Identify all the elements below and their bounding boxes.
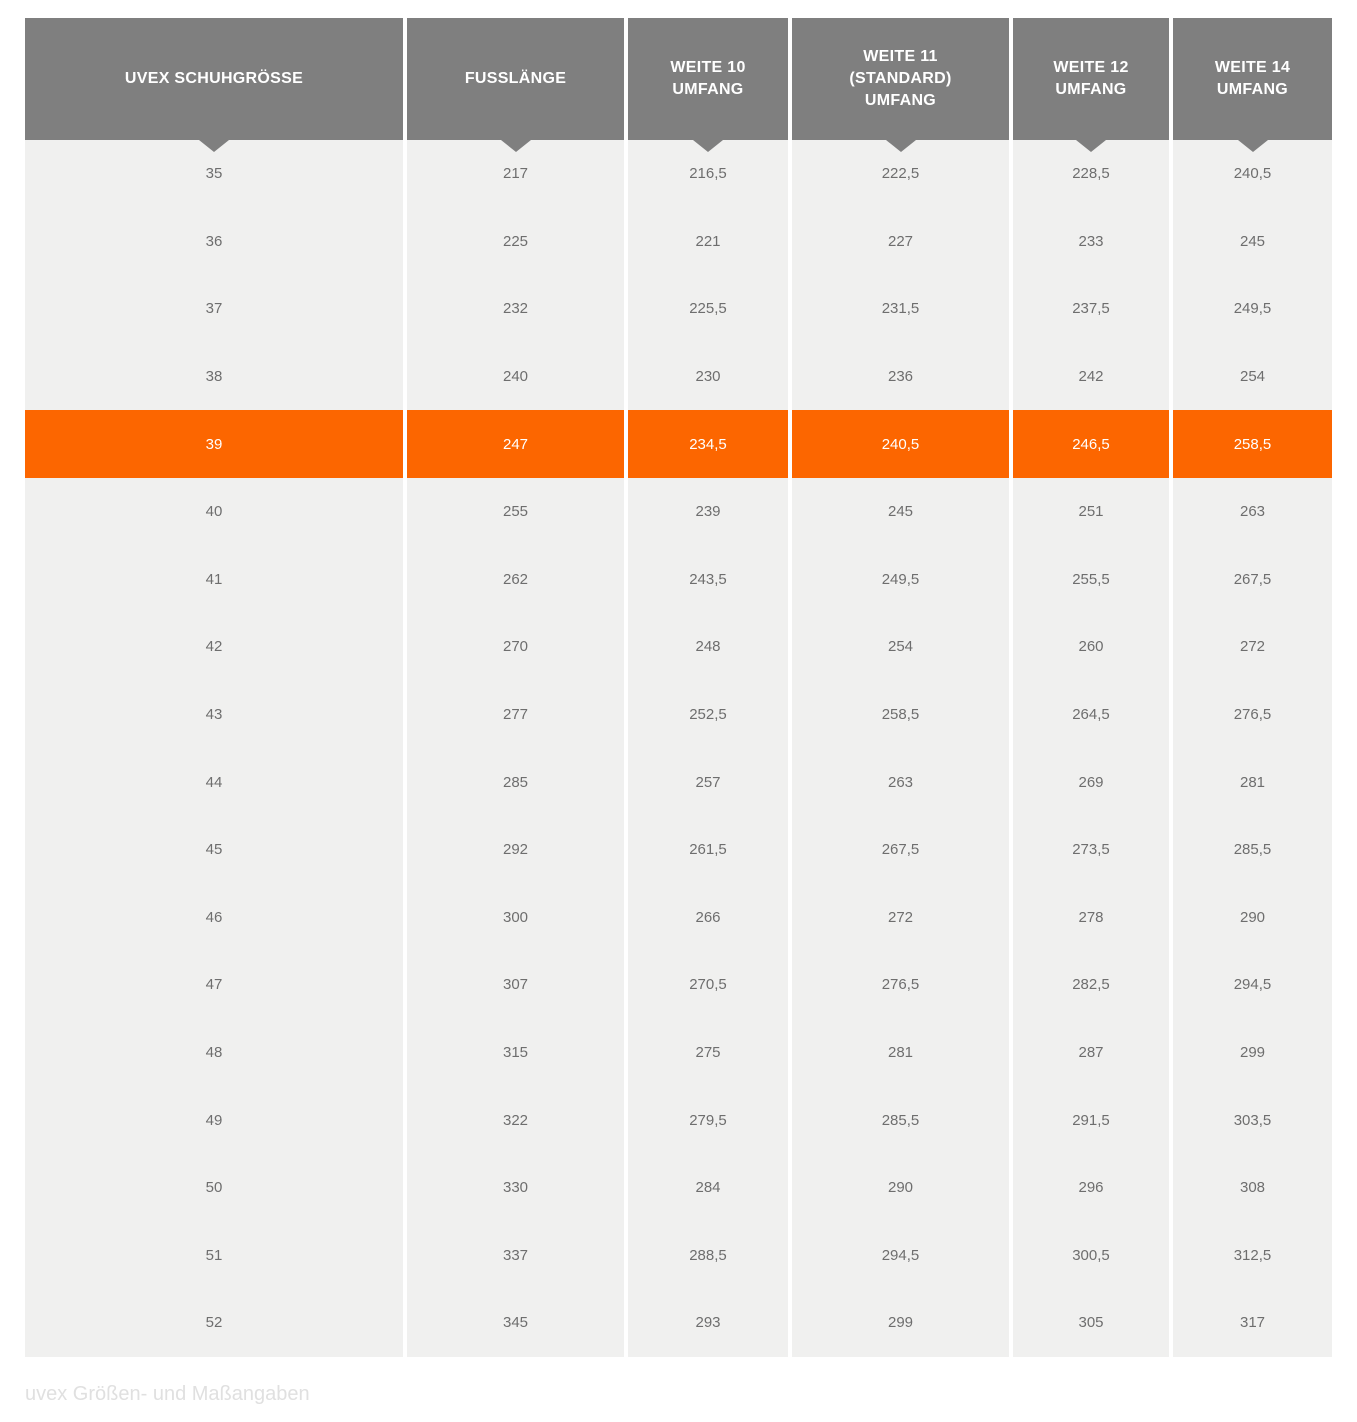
table-cell: 255,5 (1013, 546, 1169, 614)
column-header-label: UMFANG (864, 92, 937, 109)
column-header (407, 18, 624, 140)
column-header-label: FUSSLÄNGE (464, 70, 567, 87)
table-cell: 50 (25, 1154, 403, 1222)
table-cell: 42 (25, 613, 403, 681)
table-cell: 47 (25, 951, 403, 1019)
table-cell: 279,5 (628, 1086, 788, 1154)
table-cell: 239 (628, 478, 788, 546)
table-row[interactable] (25, 546, 1332, 614)
column-header-label: WEITE 11 (863, 48, 938, 65)
table-cell: 249,5 (792, 546, 1009, 614)
table-cell: 221 (628, 208, 788, 276)
table-row[interactable] (25, 208, 1332, 276)
table-row[interactable] (25, 1154, 1332, 1222)
table-cell: 290 (1173, 884, 1332, 952)
table-cell: 48 (25, 1019, 403, 1087)
table-cell: 51 (25, 1222, 403, 1290)
table-caption: uvex Größen- und Maßangaben (25, 1382, 310, 1405)
size-table (25, 18, 1332, 1357)
table-cell: 284 (628, 1154, 788, 1222)
column-header-label: UMFANG (1055, 81, 1127, 98)
table-cell: 276,5 (1173, 681, 1332, 749)
table-cell: 294,5 (792, 1222, 1009, 1290)
table-cell: 290 (792, 1154, 1009, 1222)
table-cell: 267,5 (792, 816, 1009, 884)
table-cell: 255 (407, 478, 624, 546)
table-cell: 230 (628, 343, 788, 411)
table-cell: 240,5 (1173, 140, 1332, 208)
table-cell: 237,5 (1013, 275, 1169, 343)
table-cell: 308 (1173, 1154, 1332, 1222)
column-header-label: WEITE 12 (1053, 59, 1129, 76)
table-row[interactable] (25, 1289, 1332, 1357)
table-cell: 292 (407, 816, 624, 884)
table-cell: 35 (25, 140, 403, 208)
table-cell: 41 (25, 546, 403, 614)
table-cell: 282,5 (1013, 951, 1169, 1019)
table-cell: 231,5 (792, 275, 1009, 343)
column-header (25, 18, 403, 140)
table-row[interactable] (25, 748, 1332, 816)
table-row[interactable] (25, 478, 1332, 546)
table-cell: 246,5 (1013, 410, 1169, 478)
table-cell: 272 (1173, 613, 1332, 681)
pointer-down-icon (886, 140, 916, 152)
table-cell: 266 (628, 884, 788, 952)
table-cell: 270,5 (628, 951, 788, 1019)
column-header-label: WEITE 10 (670, 59, 746, 76)
table-cell: 263 (792, 748, 1009, 816)
table-cell: 217 (407, 140, 624, 208)
table-cell: 300,5 (1013, 1222, 1169, 1290)
table-cell: 270 (407, 613, 624, 681)
table-cell: 317 (1173, 1289, 1332, 1357)
table-cell: 263 (1173, 478, 1332, 546)
table-cell: 225,5 (628, 275, 788, 343)
table-row[interactable] (25, 681, 1332, 749)
table-cell: 252,5 (628, 681, 788, 749)
table-cell: 281 (1173, 748, 1332, 816)
table-cell: 285 (407, 748, 624, 816)
table-cell: 293 (628, 1289, 788, 1357)
table-row[interactable] (25, 884, 1332, 952)
column-header-label: UVEX SCHUHGRÖSSE (124, 70, 304, 87)
table-cell: 242 (1013, 343, 1169, 411)
table-cell: 267,5 (1173, 546, 1332, 614)
table-cell: 234,5 (628, 410, 788, 478)
table-cell: 322 (407, 1086, 624, 1154)
table-header (25, 18, 1332, 140)
table-cell: 254 (1173, 343, 1332, 411)
table-cell: 227 (792, 208, 1009, 276)
table-cell: 247 (407, 410, 624, 478)
table-cell: 303,5 (1173, 1086, 1332, 1154)
table-row[interactable] (25, 951, 1332, 1019)
table-cell: 260 (1013, 613, 1169, 681)
table-cell: 307 (407, 951, 624, 1019)
table-cell: 285,5 (1173, 816, 1332, 884)
column-header-label: UMFANG (672, 81, 744, 98)
table-cell: 222,5 (792, 140, 1009, 208)
table-cell: 38 (25, 343, 403, 411)
table-row-selected[interactable] (25, 410, 1332, 478)
table-cell: 43 (25, 681, 403, 749)
table-cell: 240,5 (792, 410, 1009, 478)
table-cell: 312,5 (1173, 1222, 1332, 1290)
table-cell: 249,5 (1173, 275, 1332, 343)
table-cell: 276,5 (792, 951, 1009, 1019)
table-cell: 52 (25, 1289, 403, 1357)
table-cell: 264,5 (1013, 681, 1169, 749)
table-cell: 300 (407, 884, 624, 952)
column-header (1173, 18, 1332, 140)
table-row[interactable] (25, 1222, 1332, 1290)
table-cell: 216,5 (628, 140, 788, 208)
table-cell: 261,5 (628, 816, 788, 884)
table-cell: 278 (1013, 884, 1169, 952)
table-cell: 258,5 (1173, 410, 1332, 478)
table-cell: 240 (407, 343, 624, 411)
table-cell: 257 (628, 748, 788, 816)
table-cell: 269 (1013, 748, 1169, 816)
table-cell: 232 (407, 275, 624, 343)
table-cell: 287 (1013, 1019, 1169, 1087)
table-row[interactable] (25, 816, 1332, 884)
table-cell: 228,5 (1013, 140, 1169, 208)
table-cell: 272 (792, 884, 1009, 952)
table-cell: 299 (1173, 1019, 1332, 1087)
table-cell: 296 (1013, 1154, 1169, 1222)
table-cell: 254 (792, 613, 1009, 681)
table-cell: 315 (407, 1019, 624, 1087)
table-cell: 225 (407, 208, 624, 276)
table-cell: 262 (407, 546, 624, 614)
pointer-down-icon (199, 140, 229, 152)
table-cell: 294,5 (1173, 951, 1332, 1019)
pointer-down-icon (1238, 140, 1268, 152)
table-body (25, 140, 1332, 1357)
table-cell: 258,5 (792, 681, 1009, 749)
table-cell: 299 (792, 1289, 1009, 1357)
table-cell: 275 (628, 1019, 788, 1087)
pointer-down-icon (693, 140, 723, 152)
table-cell: 288,5 (628, 1222, 788, 1290)
table-row[interactable] (25, 275, 1332, 343)
table-cell: 45 (25, 816, 403, 884)
column-header (628, 18, 788, 140)
table-cell: 233 (1013, 208, 1169, 276)
table-cell: 243,5 (628, 546, 788, 614)
table-cell: 305 (1013, 1289, 1169, 1357)
table-cell: 236 (792, 343, 1009, 411)
table-cell: 44 (25, 748, 403, 816)
table-row[interactable] (25, 613, 1332, 681)
pointer-down-icon (501, 140, 531, 152)
table-cell: 345 (407, 1289, 624, 1357)
column-header (792, 18, 1009, 140)
table-cell: 281 (792, 1019, 1009, 1087)
column-header (1013, 18, 1169, 140)
column-header-label: WEITE 14 (1214, 59, 1291, 76)
table-cell: 37 (25, 275, 403, 343)
table-cell: 245 (792, 478, 1009, 546)
table-cell: 285,5 (792, 1086, 1009, 1154)
table-row[interactable] (25, 1019, 1332, 1087)
table-cell: 330 (407, 1154, 624, 1222)
table-cell: 46 (25, 884, 403, 952)
table-cell: 291,5 (1013, 1086, 1169, 1154)
table-cell: 39 (25, 410, 403, 478)
table-cell: 40 (25, 478, 403, 546)
table-cell: 49 (25, 1086, 403, 1154)
table-cell: 248 (628, 613, 788, 681)
table-row[interactable] (25, 1086, 1332, 1154)
table-cell: 36 (25, 208, 403, 276)
table-cell: 273,5 (1013, 816, 1169, 884)
table-cell: 337 (407, 1222, 624, 1290)
table-cell: 251 (1013, 478, 1169, 546)
column-header-label: (STANDARD) (849, 70, 952, 87)
table-cell: 245 (1173, 208, 1332, 276)
table-cell: 277 (407, 681, 624, 749)
column-header-label: UMFANG (1216, 81, 1289, 98)
table-row[interactable] (25, 343, 1332, 411)
pointer-down-icon (1076, 140, 1106, 152)
